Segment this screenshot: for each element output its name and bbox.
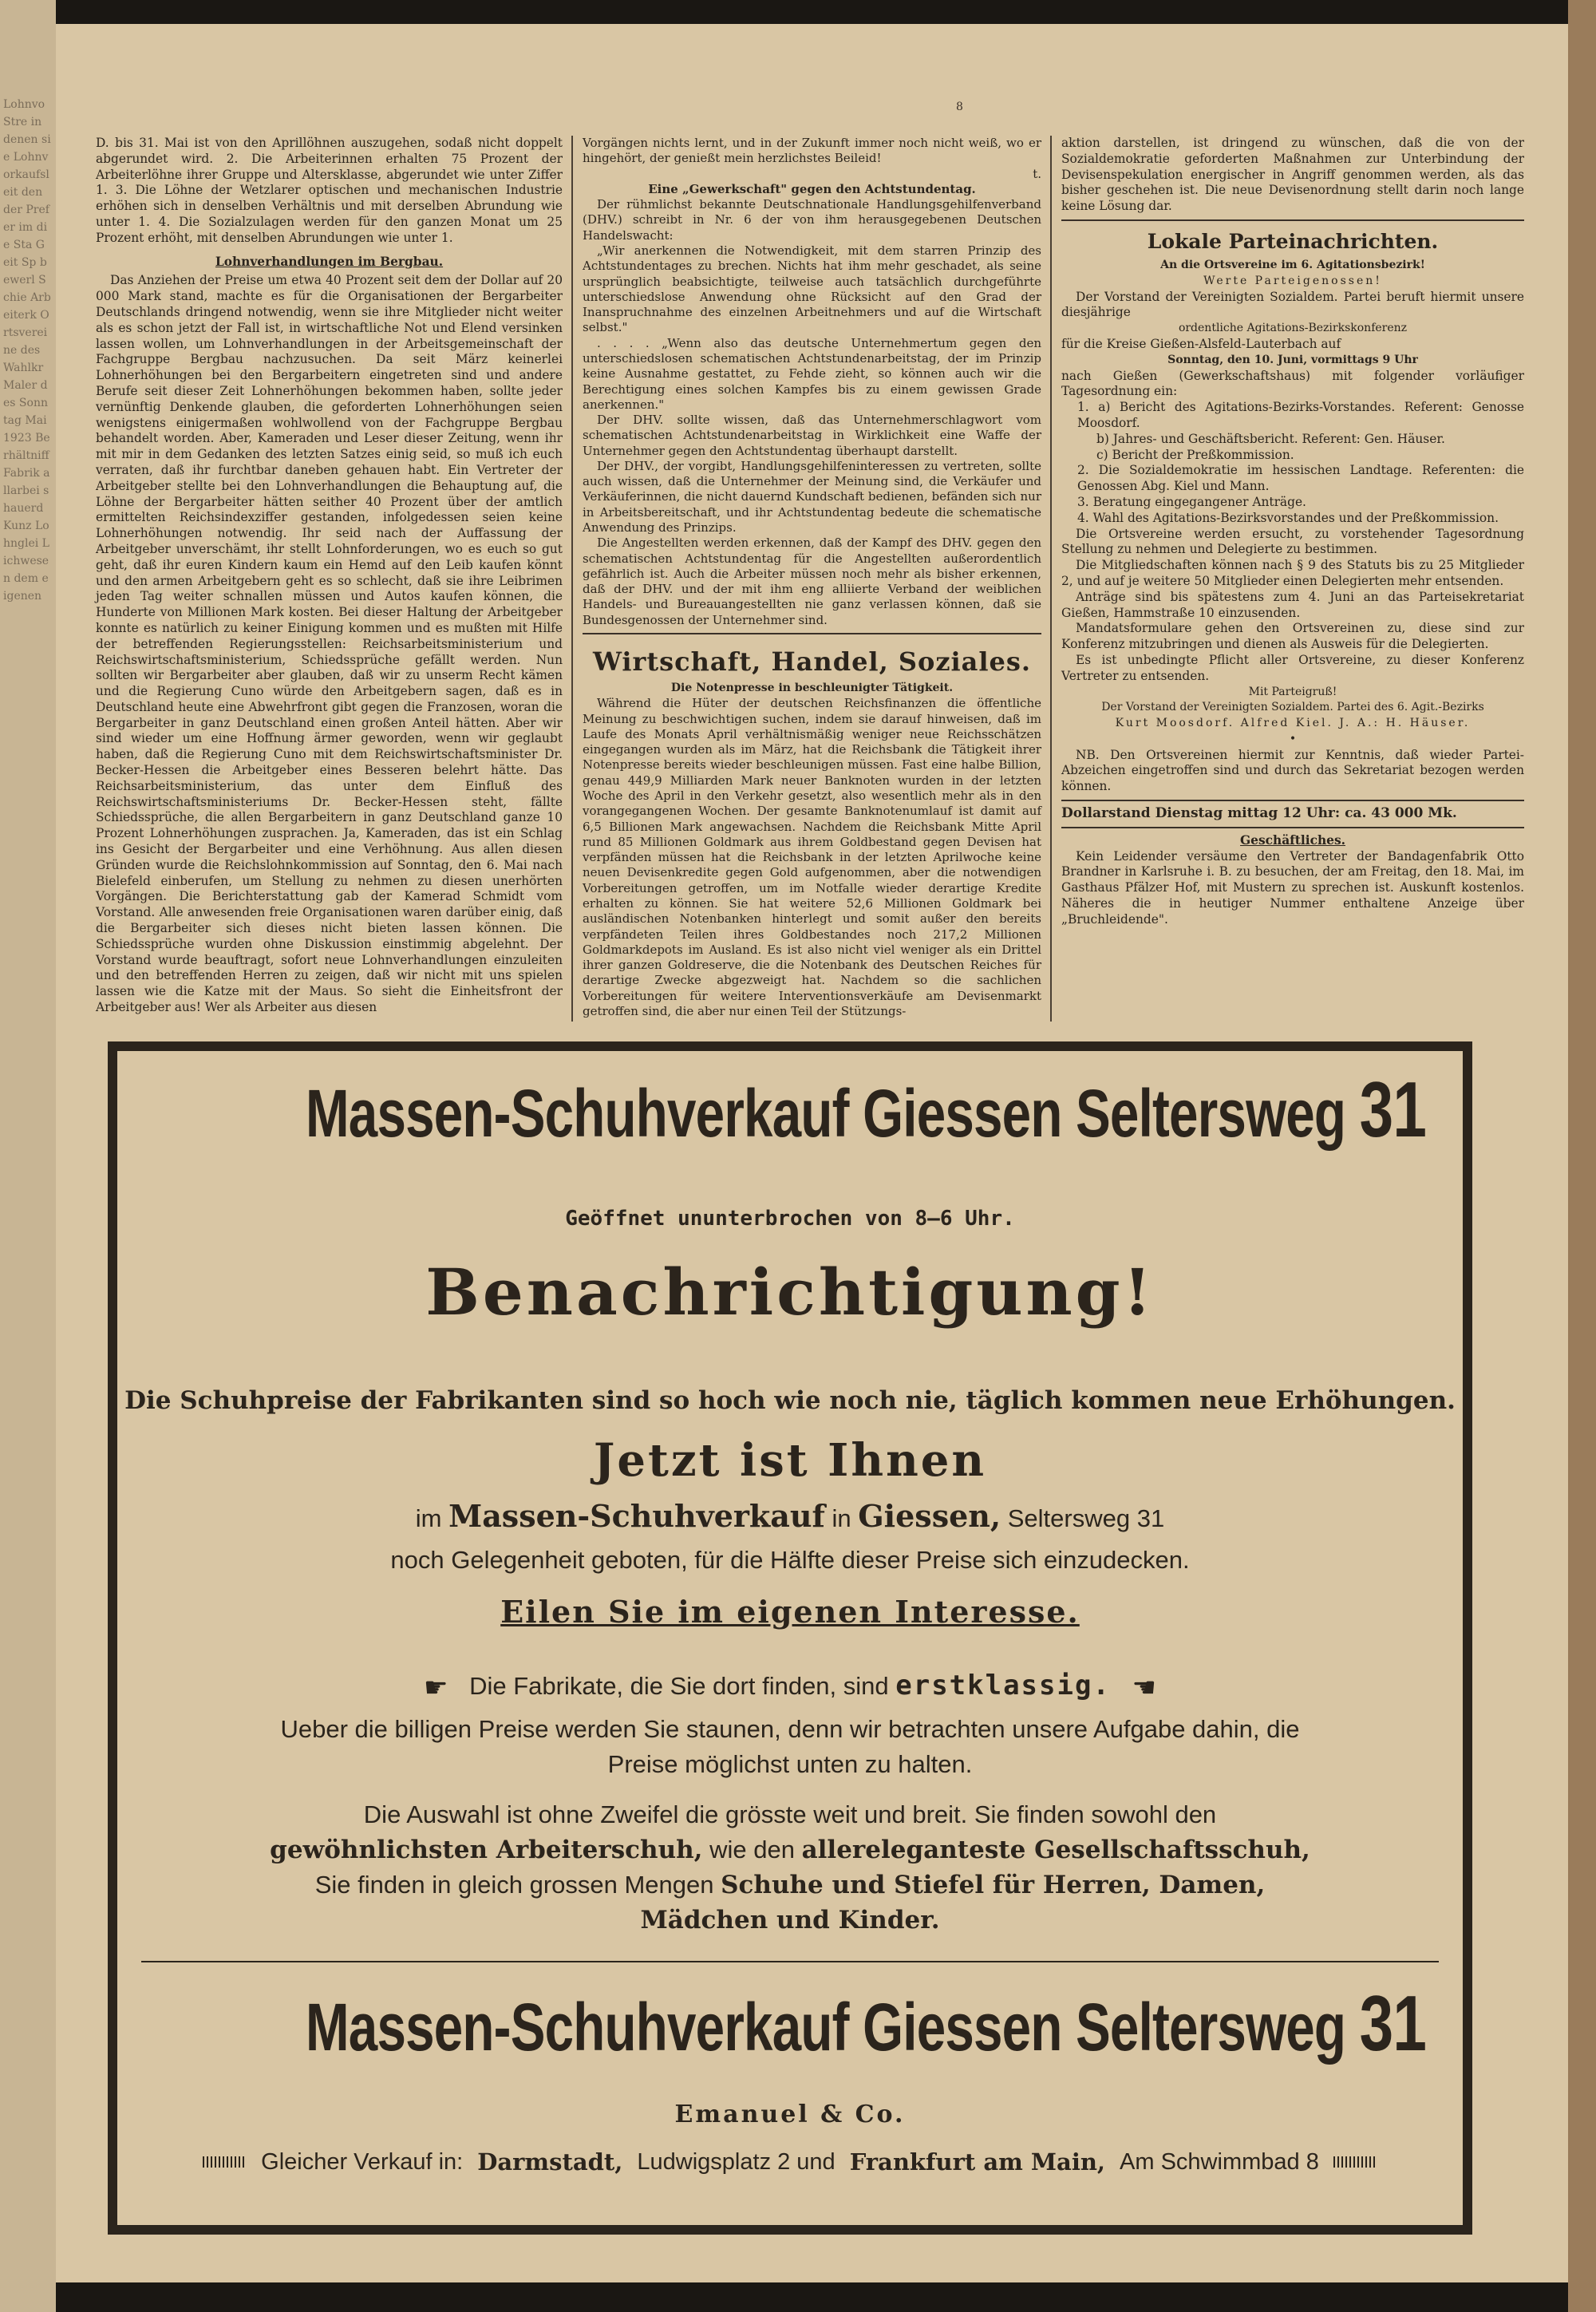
quote-text: „Wir anerkennen die Notwendigkeit, mit dem starren Prinzip des Achtstundentages zu brechen. Nichts hat ihm mehr geschadet, als seine ursprünglich beabsichtigte, teilweise auch tatsächlich durchgeführte unterschiedslose Anwendung ohne Rücksicht auf den Grad der Inanspruchnahme des einzelnen Arbeitnehmers und auf die Wirtschaft selbst.": [583, 243, 1041, 335]
article-text: NB. Den Ortsvereinen hiermit zur Kenntnis, daß wieder Partei-Abzeichen eingetroffen sind und durch das Sekretariat bezogen werden können.: [1061, 747, 1524, 794]
section-divider: [1061, 219, 1524, 221]
page-number: 8: [956, 101, 963, 113]
ad-text: Die Fabrikate, die Sie dort finden, sind: [469, 1672, 889, 1700]
ad-branch-city: Frankfurt am Main,: [849, 2148, 1106, 2176]
ad-opening-hours: Geöffnet ununterbrochen von 8—6 Uhr.: [565, 1207, 1015, 1231]
ad-text: in: [832, 1504, 851, 1532]
adjacent-page-text: Lohnvo Stre in denen sie Lohnvorkaufsleit den der Prefer im die Sta Geit Sp bewerl Schie Arbeiterk Ortsvereine des Wahlkr Maler des Sonntag Mai 1923 Berhältniff Fabrik allarbei shauerd Kunz Lohnglei Lichwesen dem eigenen: [3, 98, 51, 603]
article-text: Die Mitgliedschaften können nach § 9 des Statuts bis zu 25 Mitglieder 2, und auf je weitere 50 Mitglieder einen Delegierten mehr entsenden.: [1061, 558, 1524, 588]
ad-title-bottom: [306, 1979, 1427, 2067]
shoe-sale-advertisement: [108, 1041, 1472, 2235]
ad-store-line: [117, 1498, 1463, 1534]
ad-divider: [141, 1961, 1439, 1962]
article-text: Die Angestellten werden erkennen, daß der Kampf des DHV. gegen den schematischen Achtstundentag für die Angestellten außerordentlich gefährlich ist. Auch die Arbeiter müssen noch mehr als bisher erkennen, daß der DHV. und der mit ihm eng alliierte Verband der weiblichen Handels- und Bureauangestellten nie ganz verlassen können, daß sie Bundesgenossen der Unternehmer sind.: [583, 536, 1041, 627]
signature-names: Kurt Moosdorf. Alfred Kiel. J. A.: H. Häuser.: [1115, 717, 1471, 730]
ad-bold-text: allereleganteste Gesellschaftsschuh,: [801, 1836, 1310, 1864]
column-2: [583, 136, 1041, 1019]
article-text: Der DHV., der vorgibt, Handlungsgehilfeninteressen zu vertreten, sollte auch wissen, daß die Unternehmer der Meinung sind, die Verkäufer und Verkäuferinnen, die nicht dauernd Kundschaft bedienen, befänden sich nur in Arbeitsbereitschaft, und ihr Achtstundentag bedeute die schematische Anwendung des Prinzips.: [583, 458, 1041, 536]
article-text: Anträge sind bis spätestens zum 4. Juni an das Parteisekretariat Gießen, Hammstraße 10 einzusenden.: [1061, 589, 1524, 620]
article-text: Der DHV. sollte wissen, daß das Unternehmerschlagwort vom schematischen Achtstundenarbeitstag in Wirklichkeit eine Waffe der Unternehmer gegen den Achtstundentag überhaupt darstellt.: [583, 413, 1041, 458]
article-heading: Lohnverhandlungen im Bergbau.: [215, 254, 444, 269]
ad-jetzt-text: Jetzt ist Ihnen: [593, 1434, 987, 1487]
ad-title-top: [306, 1065, 1427, 1153]
hatch-ornament: [1333, 2156, 1377, 2168]
agenda-item: b) Jahres- und Geschäftsbericht. Referent: Gen. Häuser.: [1096, 431, 1445, 446]
section-divider: [1061, 827, 1524, 828]
adjacent-page-edge: [0, 0, 56, 2312]
ad-title-text: Massen-Schuhverkauf Giessen Seltersweg: [306, 1990, 1346, 2065]
agenda-item: 3. Beratung eingegangener Anträge.: [1077, 494, 1306, 509]
pointing-hand-left-icon: ☚: [1132, 1672, 1157, 1703]
section-heading: Wirtschaft, Handel, Soziales.: [592, 646, 1032, 677]
ad-firm-name: Emanuel & Co.: [674, 2101, 906, 2128]
section-divider: [583, 633, 1041, 634]
article-heading: Eine „Gewerkschaft" gegen den Achtstundentag.: [648, 181, 976, 196]
article-text: Kein Leidender versäume den Vertreter der Bandagenfabrik Otto Brandner in Karlsruhe i. B. zu besuchen, der am Freitag, den 18. Mai, im Gasthaus Pfälzer Hof, mit Mustern zu sprechen ist. Auskunft kostenlos. Näheres die in heutiger Nummer enthaltene Anzeige über „Bruchleidende".: [1061, 848, 1524, 927]
article-text: aktion darstellen, ist dringend zu wünschen, daß die von der Sozialdemokratie geforderten Maßnahmen zur Unterbindung der Devisenspekulation energischer in Angriff genommen werden, als das bisher geschehen ist. Die neue Devisenordnung stellt darin noch lange keine Lösung dar.: [1061, 136, 1524, 214]
ad-branch-city: Darmstadt,: [477, 2148, 623, 2176]
ad-headline: Benachrichtigung!: [425, 1255, 1155, 1330]
article-text: Während die Hüter der deutschen Reichsfinanzen die öffentliche Meinung zu beschwichtigen suchen, indem sie darauf hinweisen, daß im Laufe des Monats April verhältnismäßig weniger neue Reichsschätzen eingegangen wurden als im März, hat die Reichsbank die Tätigkeit ihrer Notenpresse bereits wieder beschleunigen müssen. Fast eine halbe Billion, genau 449,9 Milliarden Mark neuer Banknoten wurden in der letzten Woche des April in den Verkehr gesetzt, also wesentlich mehr als in den vorangegangenen Wochen. Der gesamte Banknotenumlauf ist damit auf 6,5 Billionen Mark angewachsen. Nachdem die Reichsbank Mitte April rund 85 Millionen Goldmark aus ihrem Goldbestand gegen Devisen hat verpfänden müssen hat die Reichsbank in der letzten Aprilwoche keine neuen Devisenkredite gegen Gold aufgenommen, aber die notwendigen Vorbereitungen getroffen, um im Notfalle wieder derartige Kredite erhalten zu können. Sie hat weitere 52,6 Millionen Goldmark bei ausländischen Notenbanken hinterlegt und somit außer den bereits verpfändeten Teilen ihres Goldbestandes noch 217,2 Millionen Goldmarkdepots im Ausland. Es ist also nicht viel weniger als ein Drittel ihrer ganzen Goldreserve, die die Notenbank des Deutschen Reiches für derartige Zwecke abgezweigt hat. Nachdem so die sachlichen Vorbereitungen für weitere Interventionsverkäufe am Devisenmarkt getroffen sind, die aber nur einen Teil der Stützungs-: [583, 696, 1041, 1018]
ad-text: im: [415, 1504, 442, 1532]
ad-prices-text: Die Schuhpreise der Fabrikanten sind so hoch wie noch nie, täglich kommen neue Erhöhungen.: [124, 1386, 1456, 1415]
ad-store-city: Giessen,: [858, 1498, 1001, 1534]
column-3: [1061, 136, 1524, 928]
article-heading: Geschäftliches.: [1240, 832, 1345, 848]
article-text: nach Gießen (Gewerkschaftshaus) mit folgender vorläufiger Tagesordnung ein:: [1061, 368, 1524, 399]
ad-store-name: Massen-Schuhverkauf: [448, 1498, 825, 1534]
ad-bold-text: gewöhnlichsten Arbeiterschuh,: [270, 1836, 703, 1864]
salutation: Werte Parteigenossen!: [1203, 274, 1382, 287]
ad-text: Sie finden in gleich grossen Mengen: [314, 1871, 714, 1899]
section-heading: Lokale Parteinachrichten.: [1147, 229, 1439, 253]
conference-title: ordentliche Agitations-Bezirkskonferenz: [1178, 322, 1408, 335]
ad-text: Die Auswahl ist ohne Zweifel die grösste weit und breit. Sie finden sowohl den: [363, 1800, 1217, 1828]
article-text: Die Ortsvereine werden ersucht, zu vorstehender Tagesordnung Stellung zu nehmen und Delegierte zu bestimmen.: [1061, 526, 1524, 557]
ad-auswahl-text: [117, 1797, 1463, 1938]
book-spine-edge: [1568, 0, 1596, 2312]
agenda-item: 2. Die Sozialdemokratie im hessischen Landtage. Referenten: die Genossen Abg. Kiel und Mann.: [1077, 463, 1524, 494]
article-text: Der rühmlichst bekannte Deutschnationale Handlungsgehilfenverband (DHV.) schreibt in Nr. 6 der von ihm herausgegebenen Deutschen Handelswacht:: [583, 197, 1041, 243]
ad-fabrikate-line: [117, 1670, 1463, 1704]
greeting: Mit Parteigruß!: [1248, 685, 1337, 698]
ad-text: wie den: [709, 1836, 795, 1863]
ad-noch-text: noch Gelegenheit geboten, für die Hälfte dieser Preise sich einzudecken.: [390, 1546, 1190, 1574]
article-text: Es ist unbedingte Pflicht aller Ortsvereine, zu dieser Konferenz Vertreter zu entsenden.: [1061, 652, 1524, 683]
pointing-hand-right-icon: ☛: [423, 1672, 448, 1703]
hatch-ornament: [203, 2156, 247, 2168]
quote-text: . . . . „Wenn also das deutsche Unternehmertum gegen den unterschiedslosen schematischen Achtstundenarbeitstag, der im Prinzip keine Ausnahme gestattet, zu Fehde zieht, so können auch wir die Berechtigung eines solchen Kampfes bis zu einem gewissen Grade anerkennen.": [583, 335, 1041, 412]
ad-branch-address: Ludwigsplatz 2 und: [637, 2148, 836, 2175]
article-text: Der Vorstand der Vereinigten Sozialdem. Partei beruft hiermit unsere diesjährige: [1061, 289, 1524, 320]
author-sign: t.: [1033, 166, 1041, 181]
ad-title-text: Massen-Schuhverkauf Giessen Seltersweg: [306, 1076, 1346, 1151]
section-subheading: Die Notenpresse in beschleunigter Tätigkeit.: [670, 682, 954, 694]
article-text: Das Anziehen der Preise um etwa 40 Prozent seit dem der Dollar auf 20 000 Mark stand, machte es für die Organisationen der Bergarbeiter Deutschlands dringend notwendig, wenn sie ihre Mitglieder nicht weiter als es schon jetzt der Fall ist, in wirtschaftliche Not und Elend versinken lassen wollen, um Lohnverhandlungen in der Arbeitsgemeinschaft der Fachgruppe Bergbau nachzusuchen. Da seit März keinerlei Lohnerhöhungen bei den Bergarbeitern eingetreten sind und andere Berufe seit dieser Zeit Lohnerhöhungen bekommen haben, sollte jeder vernünftig Denkende glauben, die geforderten Lohnerhöhungen seien wenigstens einigermaßen wohlwollend von der Fachgruppe Bergbau behandelt worden. Aber, Kameraden und Leser dieser Zeitung, wenn ihr mit mir in dem Gedanken des letzten Satzes einig seid, so muß ich euch verraten, daß ihr furchtbar daneben gehauen habt. Ein Vertreter der Arbeitgeber stellte bei den Lohnverhandlungen die Behauptung auf, die Löhne der Bergarbeiter hätten seither 40 Prozent über der amtlich ermittelten Reichsindexziffer gestanden, infolgedessen seien keine Lohnerhöhungen notwendig. Ihr seid nach der Auffassung der Arbeitgeber unverschämt, ihr stellt Lohnforderungen, wo es euch so gut geht, daß ihr euren Kindern kaum ein Hemd auf den Leib kaufen könnt und den armen Arbeitgebern geht es so schlecht, daß sie ihre Leibrimen jeden Tag weiter schnallen müssen und Autos kaufen können, die Hunderte von Millionen Mark kosten. Bei dieser Haltung der Arbeitgeber konnte es natürlich zu keiner Einigung kommen und es mußten mit Hilfe der betreffenden Regierungsstellen: Reichsarbeitsministerium und Reichswirtschaftsministerium, Schiedssprüche gefällt werden. Nun sollten wir Bergarbeiter aber glauben, daß wir zu unserm Recht kämen und die Regierung Cuno würde den Arbeitgebern sagen, daß es in Deutschland heute eine Abwehrfront gibt gegen die Franzosen, woran die Bergarbeiter in ganz Deutschland einen großen Anteil hätten. Aber wir sind wieder um eine Hoffnung ärmer geworden, wenn wir geglaubt haben, daß die Regierung Cuno mit dem Reichswirtschaftsminister Dr. Becker-Hessen die Arbeitgeber eines Besseren belehrt hätte. Das Reichsarbeitsministerium, das unter dem Einfluß des Reichswirtschaftsministeriums Dr. Becker-Hessen steht, fällte Schiedssprüche, die allen Bergarbeitern in ganz Deutschland ganze 10 Prozent Lohnerhöhungen zusprachen. Ja, Kameraden, das ist ein Schlag ins Gesicht der Bergarbeiter und eine Verhöhnung. Aus allen diesen Gründen wurde die Reichslohnkommission auf Sonntag, den 6. Mai nach Bielefeld einberufen, um Stellung zu nehmen zu diesen unerhörten Vorgängen. Die Berichterstattung gab der Kamerad Schmidt vom Vorstand. Alle anwesenden freie Organisationen waren darüber einig, daß die Bergarbeiter sich dieses nicht bieten lassen können. Die Schiedssprüche wurden ohne Diskussion einstimmig abgelehnt. Der Vorstand wurde beauftragt, sofort neue Lohnverhandlungen einzuleiten und den betreffenden Herren zu zeigen, daß wir nicht mit uns spielen lassen wie die Katze mit der Maus. So sieht die Einheitsfront der Arbeitgeber aus! Wer als Arbeiter aus diesen: [96, 273, 563, 1015]
agenda-item: c) Bericht der Preßkommission.: [1096, 447, 1294, 462]
ad-text: Gleicher Verkauf in:: [261, 2148, 464, 2175]
ad-bold-text: Schuhe und Stiefel für Herren, Damen, Mädchen und Kinder.: [640, 1871, 1266, 1935]
ad-eilen-text: Eilen Sie im eigenen Interesse.: [500, 1594, 1080, 1630]
conference-date: Sonntag, den 10. Juni, vormittags 9 Uhr: [1167, 353, 1418, 366]
ad-branches-line: [117, 2148, 1463, 2176]
article-text: Mandatsformulare gehen den Ortsvereinen zu, diese sind zur Konferenz mitzubringen und dienen als Ausweis für die Delegierten.: [1061, 621, 1524, 652]
ad-branch-address: Am Schwimmbad 8: [1120, 2148, 1319, 2175]
ad-title-number: 31: [1359, 1979, 1427, 2067]
article-text: Vorgängen nichts lernt, und in der Zukunft immer noch nicht weiß, wo er hingehört, der genießt mein herzlichstes Beileid!: [583, 136, 1041, 166]
column-rule: [1050, 136, 1052, 1022]
column-rule: [571, 136, 573, 1022]
section-divider: [1061, 800, 1524, 801]
agenda-item: 1. a) Bericht des Agitations-Bezirks-Vorstandes. Referent: Genosse Moosdorf.: [1077, 400, 1524, 430]
article-text: für die Kreise Gießen-Alsfeld-Lauterbach auf: [1061, 336, 1341, 351]
bullet-separator: •: [1289, 732, 1297, 745]
ad-bold-text: erstklassig.: [895, 1670, 1111, 1701]
column-1: [96, 136, 563, 1016]
ad-title-number: 31: [1359, 1065, 1427, 1153]
signature: Der Vorstand der Vereinigten Sozialdem. Partei des 6. Agit.-Bezirks: [1101, 701, 1484, 714]
ad-store-street: Seltersweg 31: [1007, 1504, 1165, 1532]
section-subheading: An die Ortsvereine im 6. Agitationsbezirk!: [1160, 258, 1425, 271]
agenda-item: 4. Wahl des Agitations-Bezirksvorstandes und der Preßkommission.: [1077, 510, 1499, 525]
dollar-rate: Dollarstand Dienstag mittag 12 Uhr: ca. 43 000 Mk.: [1061, 805, 1457, 822]
article-text: D. bis 31. Mai ist von den Aprillöhnen auszugehen, sodaß nicht doppelt abgerundet wird. 2. Die Arbeiterinnen erhalten 75 Prozent der Arbeiterlöhne ihrer Gruppe und Altersklasse, abgerundet wie unter Ziffer 1. 3. Die Löhne der Wetzlarer optischen und mechanischen Industrie erhöhen sich in denselben Verhältnis und mit derselben Abrundung wie unter 1. 4. Die Sozialzulagen werden für den ganzen Monat um 25 Prozent erhöht, mit denselben Abrundungen wie unter 1.: [96, 136, 563, 245]
ad-ueber-text: Ueber die billigen Preise werden Sie staunen, denn wir betrachten unsere Aufgabe dahin, die Preise möglichst unten zu halten.: [280, 1715, 1300, 1778]
